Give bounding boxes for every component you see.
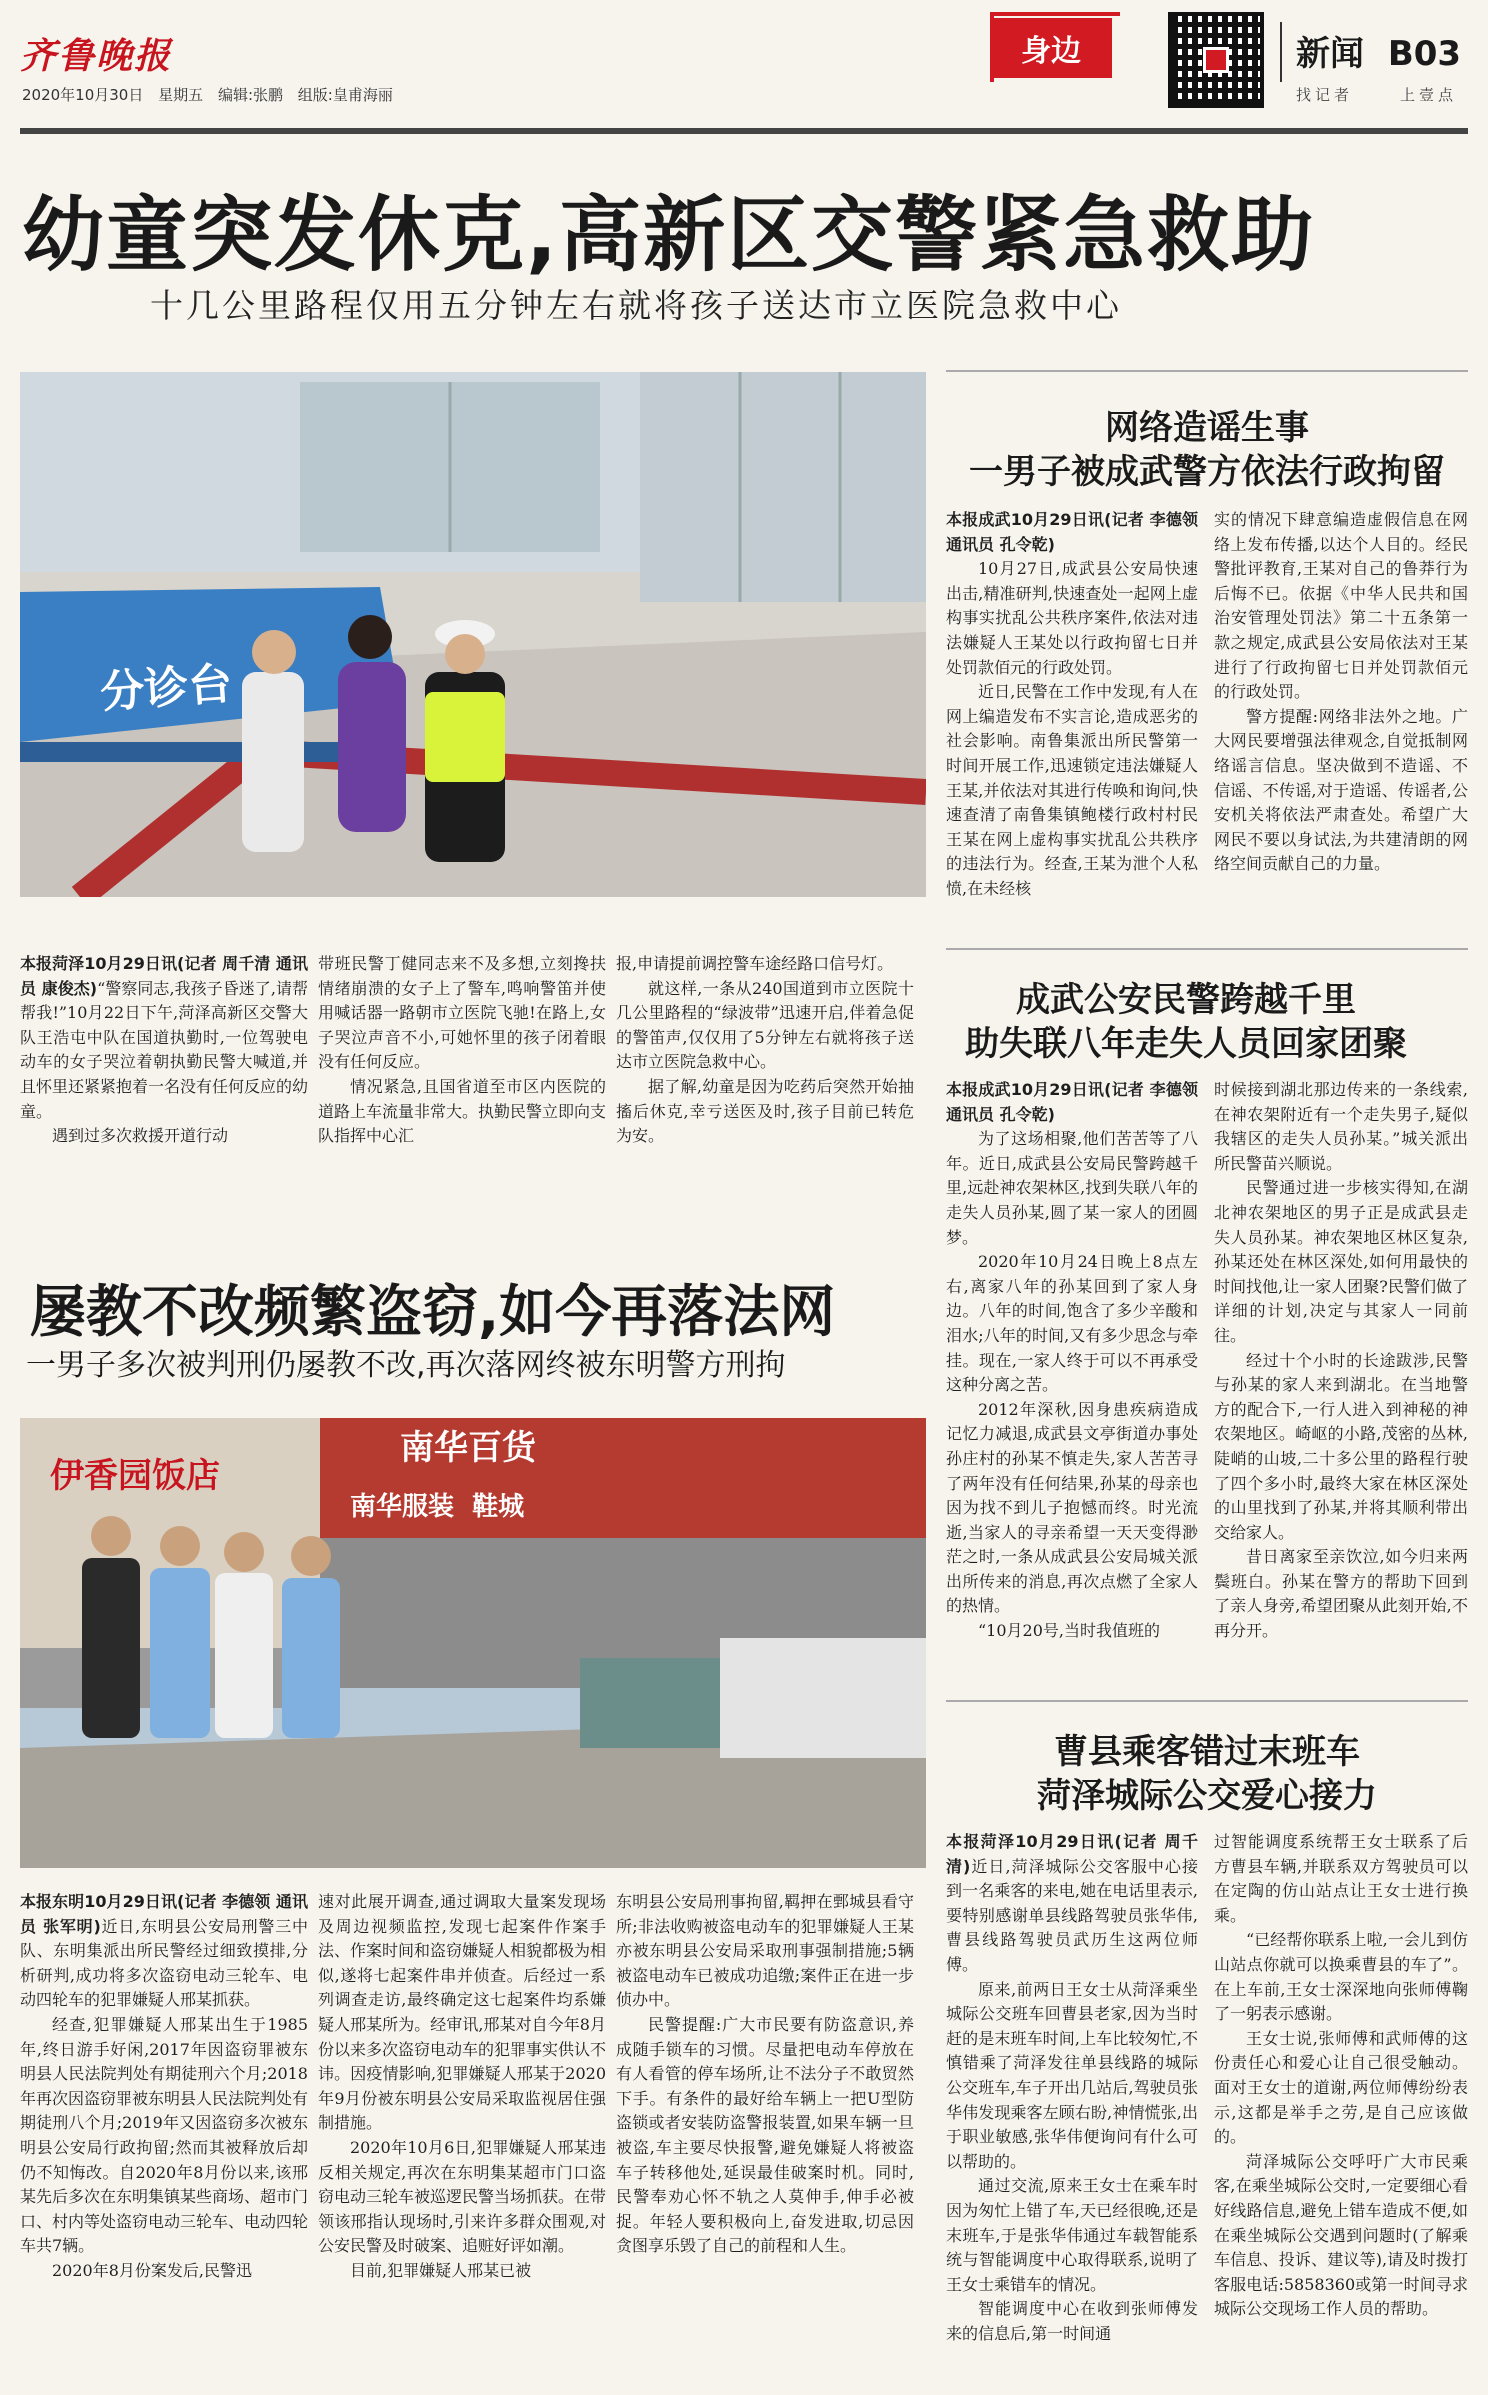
story5-body-6: “已经帮你联系上啦,一会儿到仿山站点你就可以换乘曹县的车了”。在上车前,王女士深深地向张师傅鞠了一躬表示感谢。 [1214, 1930, 1468, 2024]
story5-body-2: 原来,前两日王女士从菏泽乘坐城际公交班车回曹县老家,因为当时赶的是末班车时间,上车比较匆忙,不慎错乘了菏泽发往单县线路的城际公交班车,车子开出几站后,驾驶员张华伟发现乘客左顾右盼,神情慌张,出于职业敏感,张华伟便询问有什么可以帮助的。 [946, 1979, 1198, 2171]
story3-body-3: 实的情况下肆意编造虚假信息在网络上发布传播,以达个人目的。经民警批评教育,王某对自己的鲁莽行为后悔不已。依据《中华人民共和国治安管理处罚法》第二十五条第一款之规定,成武县公安局依法对王某进行了行政拘留七日并处罚款佰元的行政处罚。 [1214, 510, 1468, 702]
story5-byline: 本报菏泽10月29日讯(记者 周千清) [946, 1832, 1198, 1876]
story5-body-5: 过智能调度系统帮王女士联系了后方曹县车辆,并联系双方驾驶员可以在定陶的仿山站点让王女士进行换乘。 [1214, 1832, 1468, 1925]
story4-body-7: 经过十个小时的长途跋涉,民警与孙某的家人来到湖北。在当地警方的配合下,一行人进入到神秘的神农架地区。崎岖的小路,茂密的丛林,陡峭的山坡,二十多公里的路程行驶了四个多小时,最终大家在林区深处的山里找到了孙某,并将其顺利带出交给家人。 [1214, 1350, 1468, 1542]
story3-body-4: 警方提醒:网络非法外之地。广大网民要增强法律观念,自觉抵制网络谣言信息。坚决做到不造谣、不信谣、不传谣,对于造谣、传谣者,公安机关将依法严肃查处。希望广大网民不要以身试法,为共建清朗的网络空间贡献自己的力量。 [1214, 706, 1468, 874]
story2-body-4: 速对此展开调查,通过调取大量案发现场及周边视频监控,发现七起案件作案手法、作案时间和盗窃嫌疑人相貌都极为相似,遂将七起案件串并侦查。后经过一系列调查走访,最终确定这七起案件均系嫌疑人邢某所为。经审讯,邢某对自今年8月份以来多次盗窃电动车的犯罪事实供认不讳。因疫情影响,犯罪嫌疑人邢某于2020年9月份被东明县公安局采取监视居住强制措施。 [318, 1892, 606, 2133]
story1-body-3: 带班民警丁健同志来不及多想,立刻搀扶情绪崩溃的女子上了警车,鸣响警笛并使用喊话器一路朝市立医院飞驰!在路上,女子哭泣声音不小,可她怀里的孩子闭着眼没有任何反应。 [318, 954, 606, 1072]
story2-column-1 [20, 1890, 308, 2380]
editor-credit: 编辑:张鹏 [217, 86, 283, 104]
story2-body-1: 近日,东明县公安局刑警三中队、东明集派出所民警经过细致摸排,分析研判,成功将多次盗窃电动三轮车、电动四轮车的犯罪嫌疑人邢某抓获。 [20, 1916, 308, 2010]
story4-column-2 [1214, 1078, 1468, 1688]
story4-bottom-rule [946, 1700, 1468, 1702]
story2-headline: 屡教不改频繁盗窃,如今再落法网 [30, 1280, 836, 1345]
story1-byline: 本报菏泽10月29日讯(记者 周千清 通讯员 康俊杰) [20, 954, 308, 998]
story5-headline-2: 菏泽城际公交爱心接力 [1037, 1776, 1377, 1816]
story2-body-6: 目前,犯罪嫌疑人邢某已被 [350, 2260, 532, 2280]
designer-credit: 组版:皇甫海丽 [297, 86, 393, 104]
story5-body-7: 王女士说,张师傅和武师傅的这份责任心和爱心让自己很受触动。面对王女士的道谢,两位师傅纷纷表示,这都是举手之劳,是自己应该做的。 [1214, 2028, 1468, 2147]
right-top-rule [946, 370, 1468, 372]
slogan-app: 上壹点 [1400, 86, 1458, 104]
story1-column-1 [20, 952, 308, 1192]
story1-body-2: 遇到过多次救援开道行动 [52, 1126, 229, 1146]
dateline [22, 84, 393, 105]
story2-body-3: 2020年8月份案发后,民警迅 [52, 2260, 252, 2280]
story2-subheadline: 一男子多次被判刑仍屡教不改,再次落网终被东明警方刑拘 [26, 1348, 786, 1383]
story3-bottom-rule [946, 948, 1468, 950]
story4-column-1 [946, 1078, 1198, 1688]
issue-date: 2020年10月30日 [22, 86, 144, 104]
story5-body-4: 智能调度中心在收到张师傅发来的信息后,第一时间通 [946, 2299, 1198, 2343]
story1-body-1: “警察同志,我孩子昏迷了,请帮帮我!”10月22日下午,菏泽高新区交警大队王浩屯中队在国道执勤时,一位驾驶电动车的女子哭泣着朝执勤民警大喊道,并且怀里还紧紧抱着一名没有任何反应的幼童。 [20, 978, 308, 1121]
story1-column-2 [318, 952, 606, 1192]
story1-headline: 幼童突发休克,高新区交警紧急救助 [22, 188, 1316, 283]
story1-column-3 [616, 952, 914, 1192]
story1-subheadline: 十几公里路程仅用五分钟左右就将孩子送达市立医院急救中心 [150, 286, 1122, 325]
qr-logo-icon [1203, 47, 1229, 73]
story2-photo-sign-shoes: 南华服装 鞋城 [350, 1492, 525, 1522]
story3-headline-2: 一男子被成武警方依法行政拘留 [969, 452, 1445, 492]
story5-body-1: 近日,菏泽城际公交客服中心接到一名乘客的来电,她在电话里表示,要特别感谢单县线路驾驶员张华伟,曹县线路驾驶员武历生这两位师傅。 [946, 1856, 1198, 1974]
story5-body-3: 通过交流,原来王女士在乘车时因为匆忙上错了车,天已经很晚,还是末班车,于是张华伟通过车载智能系统与智能调度中心取得联系,说明了王女士乘错车的情况。 [946, 2176, 1198, 2294]
story1-body-5: 报,申请提前调控警车途经路口信号灯。 [616, 954, 894, 973]
story2-photo-sign-store: 南华百货 [400, 1428, 536, 1468]
story4-body-4: “10月20号,当时我值班的 [978, 1621, 1160, 1641]
story4-byline: 本报成武10月29日讯(记者 李德领 通讯员 孔令乾) [946, 1080, 1198, 1124]
story2-body-2: 经查,犯罪嫌疑人邢某出生于1985年,终日游手好闲,2017年因盗窃罪被东明县人民法院判处有期徒刑六个月;2018年再次因盗窃罪被东明县人民法院判处有期徒刑八个月;2019年又因盗窃多次被东明县公安局行政拘留;然而其被释放后却仍不知悔改。自2020年8月份以来,该邢某先后多次在东明集镇某些商场、超市门口、村内等处盗窃电动三轮车、电动四轮车共7辆。 [20, 2014, 308, 2256]
story3-column-2 [1214, 508, 1468, 928]
story4-body-3: 2012年深秋,因身患疾病造成记忆力减退,成武县文亭街道办事处孙庄村的孙某不慎走失,家人苦苦寻了两年没有任何结果,孙某的母亲也因为找不到儿子抱憾而终。时光流逝,当家人的寻亲希望一天天变得渺茫之时,一条从成武县公安局城关派出所传来的消息,再次点燃了全家人的热情。 [946, 1399, 1198, 1616]
story4-body-2: 2020年10月24日晚上8点左右,离家八年的孙某回到了家人身边。八年的时间,饱含了多少辛酸和泪水;八年的时间,又有多少思念与牵挂。现在,一家人终于可以不再承受这种分离之苦。 [946, 1252, 1198, 1395]
story2-photo-sign-restaurant: 伊香园饭店 [50, 1456, 220, 1496]
page-number: B03 [1387, 34, 1462, 74]
story1-body-6: 就这样,一条从240国道到市立医院十几公里路程的“绿波带”迅速开启,伴着急促的警笛声,仅仅用了5分钟左右就将孩子送达市立医院急救中心。 [616, 978, 914, 1072]
story3-body-1: 10月27日,成武县公安局快速出击,精准研判,快速查处一起网上虚构事实扰乱公共秩序案件,依法对违法嫌疑人王某处以行政拘留七日并处罚款佰元的行政处罚。 [946, 559, 1198, 677]
header-separator [1280, 22, 1282, 82]
story1-body-7: 据了解,幼童是因为吃药后突然开始抽搐后休克,幸亏送医及时,孩子目前已转危为安。 [616, 1076, 914, 1146]
story5-body-8: 菏泽城际公交呼吁广大市民乘客,在乘坐城际公交时,一定要细心看好线路信息,避免上错车造成不便,如在乘坐城际公交遇到问题时(了解乘车信息、投诉、建议等),请及时拨打客服电话:5858360或第一时间寻求城际公交现场工作人员的帮助。 [1214, 2151, 1468, 2319]
page-label [1296, 26, 1461, 75]
page-name: 新闻 [1296, 34, 1364, 74]
story2-body-7: 东明县公安局刑事拘留,羁押在鄄城县看守所;非法收购被盗电动车的犯罪嫌疑人王某亦被东明县公安局采取刑事强制措施;5辆被盗电动车已被成功追缴;案件正在进一步侦办中。 [616, 1892, 914, 2010]
story2-column-3 [616, 1890, 914, 2380]
story4-headline-1: 成武公安民警跨越千里 [1016, 980, 1356, 1020]
slogan-find-reporter: 找记者 [1296, 86, 1354, 104]
story3-headline-1: 网络造谣生事 [1105, 408, 1309, 448]
story5-headline-1: 曹县乘客错过末班车 [1054, 1732, 1360, 1772]
story3-byline: 本报成武10月29日讯(记者 李德领 通讯员 孔令乾) [946, 510, 1198, 554]
story4-body-6: 民警通过进一步核实得知,在湖北神农架地区的男子正是成武县走失人员孙某。神农架地区林区复杂,孙某还处在林区深处,如何用最快的时间找他,让一家人团聚?民警们做了详细的计划,决定与其家人一同前往。 [1214, 1178, 1468, 1345]
section-tag: 身边 [990, 18, 1112, 78]
story5-column-2 [1214, 1830, 1468, 2380]
story2-body-5: 2020年10月6日,犯罪嫌疑人邢某违反相关规定,再次在东明集某超市门口盗窃电动三轮车被巡逻民警当场抓获。在带领该邢指认现场时,引来许多群众围观,对公安民警及时破案、追赃好评如潮。 [318, 2137, 606, 2256]
header-rule [20, 128, 1468, 134]
story3-column-1 [946, 508, 1198, 928]
story4-body-5: 时候接到湖北那边传来的一条线索,在神农架附近有一个走失男子,疑似我辖区的走失人员孙某。”城关派出所民警苗兴顺说。 [1214, 1080, 1468, 1173]
story4-body-1: 为了这场相聚,他们苦苦等了八年。近日,成武县公安局民警跨越千里,远赴神农架林区,找到失联八年的走失人员孙某,圆了某一家人的团圆梦。 [946, 1129, 1198, 1247]
story4-body-8: 昔日离家至亲饮泣,如今归来两鬓班白。孙某在警方的帮助下回到了亲人身旁,希望团聚从此刻开始,不再分开。 [1214, 1547, 1468, 1641]
story4-headline-2: 助失联八年走失人员回家团聚 [965, 1024, 1407, 1064]
story1-photo [20, 372, 926, 897]
story2-byline: 本报东明10月29日讯(记者 李德领 通讯员 张军明) [20, 1892, 308, 1936]
newspaper-logo: 齐鲁晚报 [20, 35, 173, 77]
story2-body-8: 民警提醒:广大市民要有防盗意识,养成随手锁车的习惯。尽量把电动车停放在有人看管的停车场所,让不法分子不敢贸然下手。有条件的最好给车辆上一把U型防盗锁或者安装防盗警报装置,如果车辆一旦被盗,车主要尽快报警,避免嫌疑人将被盗车子转移他处,延误最佳破案时机。同时,民警奉劝心怀不轨之人莫伸手,伸手必被捉。年轻人要积极向上,奋发进取,切忌因贪图享乐毁了自己的前程和人生。 [616, 2014, 914, 2256]
issue-weekday: 星期五 [158, 86, 204, 104]
story1-body-4: 情况紧急,且国省道至市区内医院的道路上车流量非常大。执勤民警立即向支队指挥中心汇 [318, 1076, 606, 1146]
story1-photo-sign: 分诊台 [98, 658, 234, 719]
story2-column-2 [318, 1890, 606, 2380]
story5-column-1 [946, 1830, 1198, 2380]
story2-photo [20, 1418, 926, 1868]
story3-body-2: 近日,民警在工作中发现,有人在网上编造发布不实言论,造成恶劣的社会影响。南鲁集派出所民警第一时间开展工作,迅速锁定违法嫌疑人王某,并依法对其进行传唤和询问,快速查清了南鲁集镇鲍楼行政村村民王某在网上虚构事实扰乱公共秩序的违法行为。经查,王某为泄个人私愤,在未经核 [946, 682, 1198, 898]
